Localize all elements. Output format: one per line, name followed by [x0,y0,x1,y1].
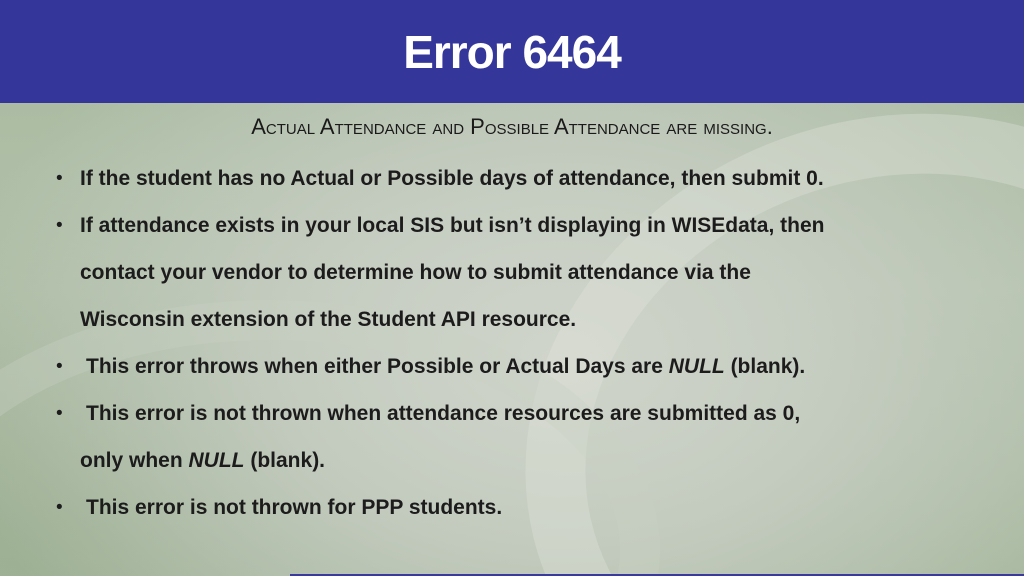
bullet-icon: • [56,168,63,189]
bullet-text [80,355,805,378]
bullet-item [56,390,956,484]
bullet-text-line: Wisconsin extension of the Student API resource. [80,308,577,331]
null-keyword: NULL [188,449,245,472]
bullet-text-line: If attendance exists in your local SIS but isn’t displaying in WISEdata, then [80,214,825,237]
bullet-text-part: only when [80,449,189,472]
bullet-item [56,484,956,531]
bullet-icon: • [56,497,63,518]
slide-title: Error 6464 [403,26,621,78]
bullet-item [56,202,956,343]
bullet-text-line [80,437,956,484]
bullet-text-line: contact your vendor to determine how to submit attendance via the [80,261,751,284]
bullet-text-line: This error is not thrown when attendance resources are submitted as 0, [86,402,801,425]
bullet-item [56,343,956,390]
bullet-text-part: (blank). [244,449,326,472]
null-keyword: NULL [668,355,725,378]
slide-subtitle: Actual Attendance and Possible Attendance are missing. [251,114,773,139]
bullet-item [56,155,956,202]
bullet-text-part: This error throws when either Possible or Actual Days are [86,355,669,378]
bullet-list [56,155,956,531]
bullet-icon: • [56,215,63,236]
bullet-text: This error is not thrown for PPP students. [86,496,503,519]
bullet-text: If the student has no Actual or Possible days of attendance, then submit 0. [80,167,824,190]
bullet-text-part: (blank). [724,355,806,378]
bullet-icon: • [56,356,63,377]
title-banner [0,0,1024,103]
bullet-icon: • [56,403,63,424]
